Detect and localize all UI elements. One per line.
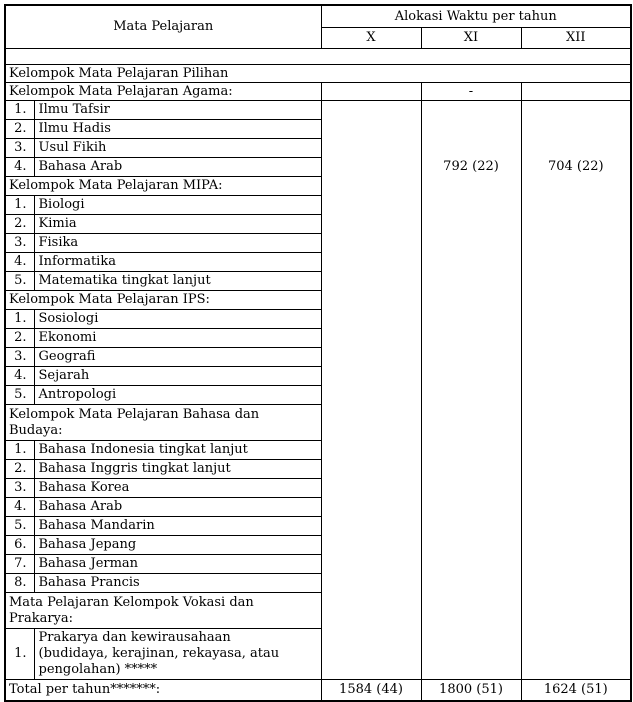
agama-cell-xi: - <box>421 83 521 101</box>
subject-name: Bahasa Korea <box>34 479 321 498</box>
subject-number: 1. <box>5 629 34 680</box>
allocation-cell-xi: 792 (22) <box>421 101 521 680</box>
subject-number: 4. <box>5 158 34 177</box>
group-row-agama <box>5 83 631 101</box>
allocation-cell-x <box>321 101 421 680</box>
subject-name: Sejarah <box>34 367 321 386</box>
subject-name: Bahasa Jepang <box>34 536 321 555</box>
group-header-bahasa-budaya <box>5 405 321 441</box>
subject-number: 4. <box>5 253 34 272</box>
subject-name <box>34 629 321 680</box>
subject-number: 7. <box>5 555 34 574</box>
subject-number: 5. <box>5 272 34 291</box>
subject-name: Biologi <box>34 196 321 215</box>
subject-name: Antropologi <box>34 386 321 405</box>
total-label: Total per tahun*******: <box>5 680 321 702</box>
section-header-pilihan: Kelompok Mata Pelajaran Pilihan <box>5 65 631 83</box>
subject-number: 3. <box>5 479 34 498</box>
group-header-mipa: Kelompok Mata Pelajaran MIPA: <box>5 177 321 196</box>
col-header-mata-pelajaran: Mata Pelajaran <box>5 5 321 49</box>
subject-number: 2. <box>5 120 34 139</box>
subject-name: Bahasa Arab <box>34 158 321 177</box>
subject-number: 2. <box>5 460 34 479</box>
subject-name: Bahasa Mandarin <box>34 517 321 536</box>
subject-number: 5. <box>5 517 34 536</box>
allocation-cell-xii: 704 (22) <box>521 101 631 680</box>
total-cell-xi: 1800 (51) <box>421 680 521 702</box>
total-cell-xii: 1624 (51) <box>521 680 631 702</box>
subject-number: 4. <box>5 498 34 517</box>
subject-name: Ekonomi <box>34 329 321 348</box>
subject-number: 8. <box>5 574 34 593</box>
subject-name: Kimia <box>34 215 321 234</box>
total-row <box>5 680 631 702</box>
subject-name-text: Prakarya dan kewirausahaan (budidaya, kerajinan, rekayasa, atau pengolahan) ***** <box>38 630 280 677</box>
subject-number: 1. <box>5 441 34 460</box>
subject-number: 4. <box>5 367 34 386</box>
group-header-vokasi <box>5 593 321 629</box>
col-header-grade-xii: XII <box>521 28 631 49</box>
spacer-cell <box>5 49 631 65</box>
group-header-vokasi-text: Mata Pelajaran Kelompok Vokasi dan Prakarya: <box>9 594 254 626</box>
subject-number: 1. <box>5 310 34 329</box>
subject-name: Matematika tingkat lanjut <box>34 272 321 291</box>
col-header-grade-x: X <box>321 28 421 49</box>
col-header-alokasi-waktu: Alokasi Waktu per tahun <box>321 5 631 28</box>
subject-name: Geografi <box>34 348 321 367</box>
subject-number: 3. <box>5 139 34 158</box>
total-cell-x: 1584 (44) <box>321 680 421 702</box>
subject-name: Bahasa Inggris tingkat lanjut <box>34 460 321 479</box>
subject-number: 3. <box>5 234 34 253</box>
subject-number: 3. <box>5 348 34 367</box>
agama-cell-xii <box>521 83 631 101</box>
curriculum-allocation-table <box>4 4 632 702</box>
subject-name: Ilmu Hadis <box>34 120 321 139</box>
subject-name: Bahasa Arab <box>34 498 321 517</box>
subject-number: 2. <box>5 215 34 234</box>
subject-number: 2. <box>5 329 34 348</box>
subject-row <box>5 101 631 120</box>
subject-name: Bahasa Indonesia tingkat lanjut <box>34 441 321 460</box>
group-header-ips: Kelompok Mata Pelajaran IPS: <box>5 291 321 310</box>
subject-name: Usul Fikih <box>34 139 321 158</box>
subject-name: Informatika <box>34 253 321 272</box>
section-row-pilihan <box>5 65 631 83</box>
subject-number: 6. <box>5 536 34 555</box>
header-row-1 <box>5 5 631 28</box>
group-header-agama: Kelompok Mata Pelajaran Agama: <box>5 83 321 101</box>
agama-cell-x <box>321 83 421 101</box>
subject-number: 1. <box>5 196 34 215</box>
subject-number: 1. <box>5 101 34 120</box>
subject-name: Sosiologi <box>34 310 321 329</box>
subject-name: Fisika <box>34 234 321 253</box>
subject-name: Ilmu Tafsir <box>34 101 321 120</box>
spacer-row <box>5 49 631 65</box>
subject-name: Bahasa Jerman <box>34 555 321 574</box>
subject-name: Bahasa Prancis <box>34 574 321 593</box>
subject-number: 5. <box>5 386 34 405</box>
group-header-bahasa-budaya-text: Kelompok Mata Pelajaran Bahasa dan Budaya: <box>9 406 260 438</box>
col-header-grade-xi: XI <box>421 28 521 49</box>
